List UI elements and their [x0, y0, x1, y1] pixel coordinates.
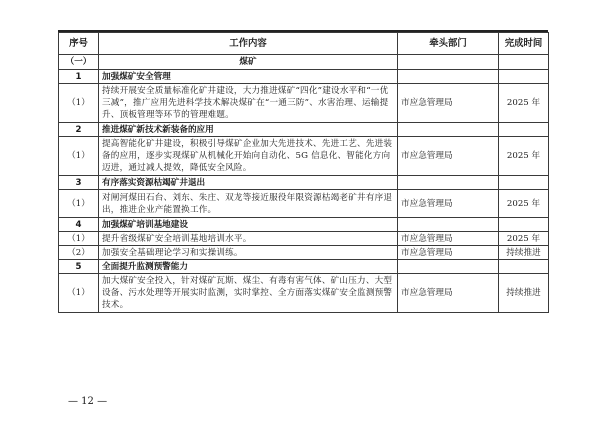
empty-cell — [499, 123, 549, 137]
page-number: — 12 — — [68, 396, 108, 407]
group-title: 全面提升监测预警能力 — [99, 260, 398, 274]
empty-cell — [499, 260, 549, 274]
empty-cell — [398, 123, 499, 137]
group-row — [59, 218, 549, 232]
item-department: 市应急管理局 — [398, 232, 499, 246]
table-header-row — [59, 33, 549, 55]
item-time: 2025 年 — [499, 190, 549, 218]
table-row — [59, 190, 549, 218]
group-row — [59, 176, 549, 190]
item-content: 提升省级煤矿安全培训基地培训水平。 — [99, 232, 398, 246]
table-row — [59, 274, 549, 313]
item-number: （1） — [59, 232, 99, 246]
empty-cell — [499, 70, 549, 84]
item-number: （1） — [59, 84, 99, 123]
table-row — [59, 137, 549, 176]
item-content: 对闸河煤田石台、刘东、朱庄、双龙等接近服役年限资源枯竭老矿井有序退出，推进企业产能置换工作。 — [99, 190, 398, 218]
group-number: 3 — [59, 176, 99, 190]
category-row — [59, 55, 549, 70]
group-title: 推进煤矿新技术新装备的应用 — [99, 123, 398, 137]
group-row — [59, 70, 549, 84]
header-completion-time: 完成时间 — [499, 33, 549, 55]
item-content: 加强安全基础理论学习和实操训练。 — [99, 246, 398, 260]
item-department: 市应急管理局 — [398, 274, 499, 313]
group-title: 有序落实资源枯竭矿井退出 — [99, 176, 398, 190]
item-number: （1） — [59, 274, 99, 313]
item-time: 持续推进 — [499, 274, 549, 313]
group-number: 2 — [59, 123, 99, 137]
empty-cell — [398, 260, 499, 274]
empty-cell — [499, 176, 549, 190]
empty-cell — [398, 176, 499, 190]
header-serial: 序号 — [59, 33, 99, 55]
item-time: 持续推进 — [499, 246, 549, 260]
category-number: （一） — [59, 55, 99, 70]
group-title: 加强煤矿安全管理 — [99, 70, 398, 84]
item-number: （1） — [59, 190, 99, 218]
group-title: 加强煤矿培训基地建设 — [99, 218, 398, 232]
item-number: （1） — [59, 137, 99, 176]
item-department: 市应急管理局 — [398, 137, 499, 176]
item-department: 市应急管理局 — [398, 246, 499, 260]
group-number: 5 — [59, 260, 99, 274]
empty-cell — [499, 55, 549, 70]
item-time: 2025 年 — [499, 84, 549, 123]
group-number: 1 — [59, 70, 99, 84]
empty-cell — [398, 218, 499, 232]
category-title: 煤矿 — [99, 55, 398, 70]
table-row — [59, 246, 549, 260]
table-row — [59, 232, 549, 246]
empty-cell — [398, 55, 499, 70]
header-lead-department: 牵头部门 — [398, 33, 499, 55]
item-content: 加大煤矿安全投入，针对煤矿瓦斯、煤尘、有毒有害气体、矿山压力、大型设备、污水处理等开展实时监测，实时掌控、全方面落实煤矿安全监测预警技术。 — [99, 274, 398, 313]
empty-cell — [398, 70, 499, 84]
item-time: 2025 年 — [499, 232, 549, 246]
group-row — [59, 260, 549, 274]
work-plan-table — [58, 32, 549, 313]
group-number: 4 — [59, 218, 99, 232]
header-work-content: 工作内容 — [99, 33, 398, 55]
table-row — [59, 84, 549, 123]
group-row — [59, 123, 549, 137]
item-content: 提高智能化矿井建设，积极引导煤矿企业加大先进技术、先进工艺、先进装备的应用，逐步实现煤矿从机械化开始向自动化、5G 信息化、智能化方向迈进，通过减人提效，降低安全风险。 — [99, 137, 398, 176]
item-content: 持续开展安全质量标准化矿井建设，大力推进煤矿“四化”建设水平和“一优三减”，推广应用先进科学技术解决煤矿在“一通三防”、水害治理、运输提升、顶板管理等环节的管理难题。 — [99, 84, 398, 123]
item-time: 2025 年 — [499, 137, 549, 176]
empty-cell — [499, 218, 549, 232]
item-department: 市应急管理局 — [398, 84, 499, 123]
item-number: （2） — [59, 246, 99, 260]
item-department: 市应急管理局 — [398, 190, 499, 218]
